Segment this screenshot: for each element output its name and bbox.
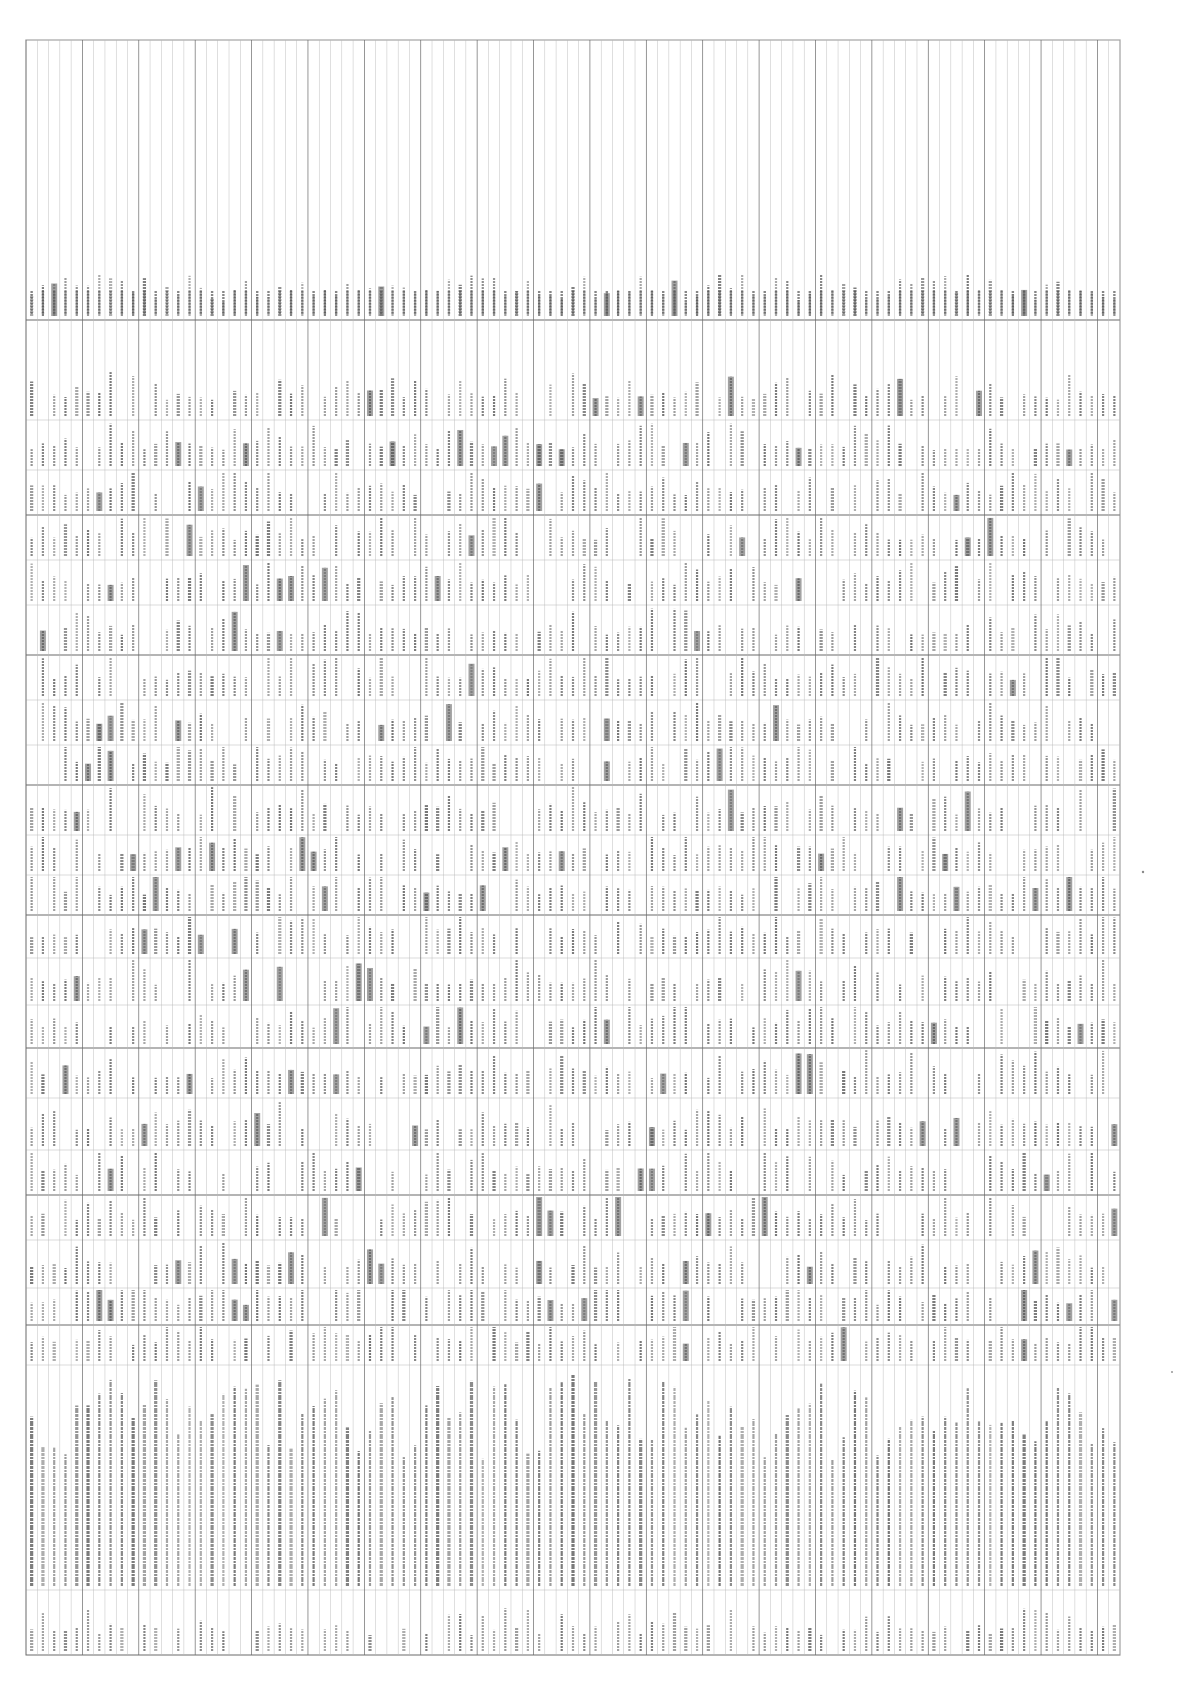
cell-bold-text [536, 1197, 542, 1236]
cell-bold-text [796, 578, 802, 601]
cell-bold-text [277, 579, 283, 601]
scan-speck [1171, 1371, 1173, 1373]
cell-bold-text [243, 443, 249, 466]
cell-bold-text [108, 585, 114, 601]
cell-bold-text [446, 704, 452, 741]
cell-bold-text [40, 631, 46, 651]
cell-bold-text [423, 893, 429, 911]
cell-bold-text [728, 377, 734, 416]
cell-bold-text [288, 576, 294, 601]
cell-bold-text [796, 971, 802, 1001]
cell-bold-text [683, 1291, 689, 1321]
cell-bold-text [920, 1121, 926, 1146]
cell-bold-text [96, 492, 102, 511]
cell-bold-text [457, 430, 463, 466]
cell-bold-text [288, 1070, 294, 1094]
cell-bold-text [1111, 1124, 1117, 1146]
cell-bold-text [897, 808, 903, 831]
cell-bold-text [187, 525, 193, 556]
cell-bold-text [74, 976, 80, 1001]
cell-bold-text [198, 935, 204, 954]
cell-bold-text [153, 877, 159, 911]
cell-bold-text [175, 1260, 181, 1284]
cell-bold-text [277, 631, 283, 651]
cell-bold-text [1078, 1024, 1084, 1044]
cell-bold-text [367, 968, 373, 1001]
cell-bold-text [412, 1125, 418, 1146]
cell-bold-text [277, 967, 283, 1001]
cell-bold-text [175, 847, 181, 871]
cell-bold-text [378, 1264, 384, 1284]
cell-bold-text [299, 837, 305, 871]
cell-bold-text [649, 1127, 655, 1146]
cell-bold-text [547, 1211, 553, 1236]
cell-bold-text [232, 929, 238, 954]
cell-bold-text [243, 565, 249, 601]
cell-bold-text [942, 854, 948, 871]
cell-bold-text [288, 1252, 294, 1284]
cell-bold-text [987, 518, 993, 556]
cell-bold-text [536, 444, 542, 466]
cell-bold-text [378, 725, 384, 741]
cell-bold-text [818, 854, 824, 871]
cell-bold-text [1111, 1300, 1117, 1321]
cell-bold-text [356, 963, 362, 1001]
cell-bold-text [559, 449, 565, 466]
cell-bold-text [232, 612, 238, 651]
cell-bold-text [683, 1344, 689, 1361]
cell-bold-text [536, 1261, 542, 1284]
cell-bold-text [423, 1027, 429, 1044]
cell-bold-text [333, 1008, 339, 1044]
cell-bold-text [739, 537, 745, 556]
cell-bold-text [705, 1213, 711, 1236]
cell-bold-text [1111, 1209, 1117, 1236]
cell-bold-text [198, 486, 204, 511]
cell-bold-text [683, 443, 689, 466]
cell-bold-text [796, 448, 802, 466]
cell-bold-text [108, 716, 114, 741]
cell-bold-text [333, 1074, 339, 1094]
cell-bold-text [175, 442, 181, 466]
cell-bold-text [1032, 888, 1038, 911]
cell-bold-text [480, 885, 486, 911]
cell-bold-text [638, 1168, 644, 1191]
cell-bold-text [807, 1054, 813, 1094]
cell-bold-text [1066, 1303, 1072, 1321]
cell-bold-text [74, 812, 80, 831]
cell-bold-text [649, 1169, 655, 1191]
cell-bold-text [96, 724, 102, 741]
cell-bold-text [604, 1020, 610, 1044]
cell-bold-text [604, 719, 610, 741]
cell-bold-text [243, 1305, 249, 1321]
cell-bold-text [311, 852, 317, 871]
cell-bold-text [683, 1261, 689, 1284]
cell-bold-text [897, 877, 903, 911]
cell-bold-text [51, 283, 57, 316]
cell-bold-text [728, 790, 734, 831]
cell-bold-text [965, 538, 971, 556]
cell-bold-text [390, 442, 396, 466]
cell-bold-text [141, 929, 147, 954]
cell-bold-text [468, 535, 474, 556]
cell-bold-text [322, 568, 328, 601]
cell-bold-text [694, 631, 700, 651]
cell-bold-text [254, 1113, 260, 1146]
cell-bold-text [953, 495, 959, 511]
cell-bold-text [953, 1118, 959, 1146]
cell-bold-text [1066, 449, 1072, 466]
cell-bold-text [807, 1267, 813, 1284]
cell-bold-text [187, 1074, 193, 1094]
cell-bold-text [660, 1074, 666, 1094]
cell-bold-text [796, 1053, 802, 1094]
scan-speck [1142, 871, 1144, 873]
cell-bold-text [638, 396, 644, 416]
cell-bold-text [773, 705, 779, 741]
cell-bold-text [108, 1169, 114, 1191]
cell-bold-text [593, 398, 599, 416]
cell-bold-text [209, 843, 215, 871]
cell-bold-text [965, 792, 971, 831]
cell-bold-text [322, 1198, 328, 1236]
cell-bold-text [457, 1007, 463, 1044]
cell-bold-text [1044, 1175, 1050, 1191]
cell-bold-text [62, 1065, 68, 1094]
cell-bold-text [615, 1197, 621, 1236]
cell-bold-text [897, 379, 903, 416]
cell-bold-text [953, 887, 959, 911]
cell-bold-text [547, 1300, 553, 1321]
cell-bold-text [232, 1300, 238, 1321]
cell-bold-text [536, 484, 542, 511]
cell-bold-text [1032, 1251, 1038, 1284]
cell-bold-text [108, 751, 114, 781]
cell-bold-text [108, 1300, 114, 1321]
cell-bold-text [243, 970, 249, 1001]
cell-bold-text [502, 847, 508, 871]
cell-bold-text [841, 1327, 847, 1361]
cell-bold-text [435, 576, 441, 601]
cell-bold-text [1021, 1339, 1027, 1361]
cell-bold-text [604, 761, 610, 781]
cell-bold-text [581, 1298, 587, 1321]
cell-bold-text [175, 720, 181, 741]
cell-bold-text [96, 1290, 102, 1321]
cell-bold-text [976, 391, 982, 416]
cell-bold-text [502, 436, 508, 466]
cell-bold-text [232, 1259, 238, 1284]
cell-bold-text [1010, 680, 1016, 696]
cell-bold-text [367, 1249, 373, 1284]
cell-bold-text [1066, 877, 1072, 911]
cell-bold-text [1021, 1290, 1027, 1321]
cell-bold-text [85, 764, 91, 781]
cell-bold-text [762, 1197, 768, 1236]
cell-bold-text [141, 1124, 147, 1146]
cell-bold-text [356, 1167, 362, 1191]
cell-bold-text [931, 1023, 937, 1044]
cell-bold-text [468, 664, 474, 696]
cell-bold-text [130, 854, 136, 871]
cell-bold-text [367, 390, 373, 416]
cell-bold-text [559, 851, 565, 871]
cell-bold-text [491, 446, 497, 466]
cell-bold-text [322, 886, 328, 911]
cell-bold-text [717, 749, 723, 781]
